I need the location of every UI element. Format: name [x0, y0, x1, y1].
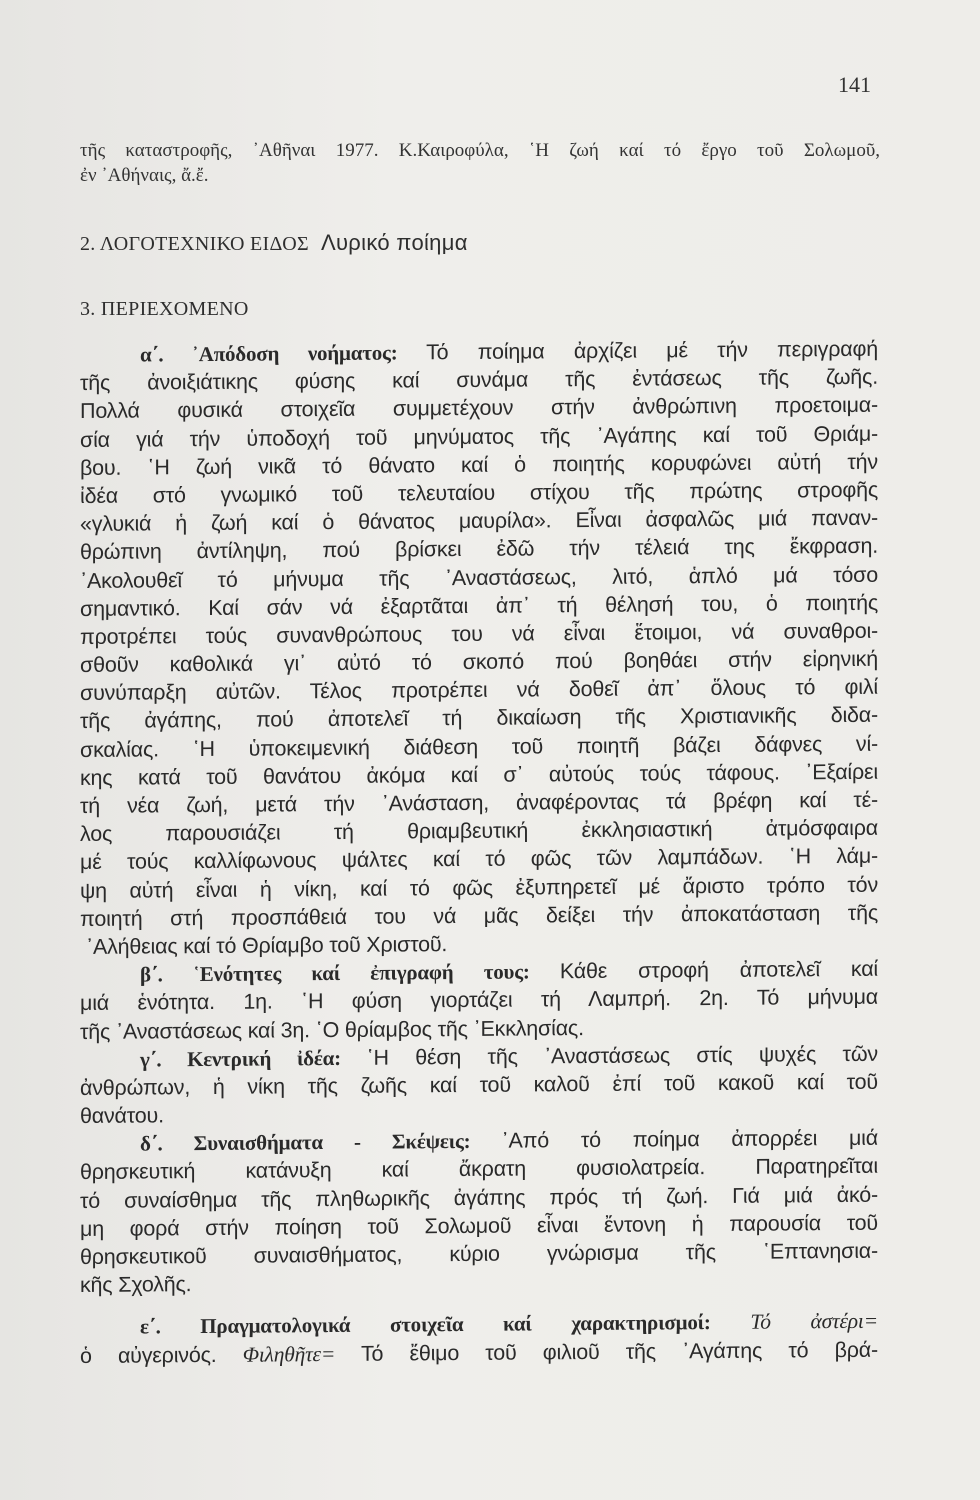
text-run: βου. ῾Η ζωή νικᾶ τό θάνατο καί ὁ ποιητής κορυφώνει αὐτή τήν — [80, 449, 878, 480]
text-run: ἰδέα στό γνωμικό τοῦ τελευταίου στίχου τῆς πρώτης στροφῆς — [80, 477, 878, 508]
text-run: Τό ποίημα ἀρχίζει μέ τήν περιγραφή — [426, 336, 878, 365]
subheading-lead: β΄. ῾Ενότητες καί ἐπιγραφή τους: — [140, 959, 560, 987]
text-run: Τό ἔθιμο τοῦ φιλιοῦ τῆς ᾿Αγάπης τό βρά- — [335, 1337, 878, 1366]
text-run: τῆς ᾿Αναστάσεως καί 3η. ῾Ο θρίαμβος τῆς ᾿Εκκλησίας. — [80, 1015, 584, 1044]
text-run: σημαντικό. Καί σάν νά ἐξαρτᾶται ἀπ᾿ τή θέλησή του, ὁ ποιητής — [80, 590, 878, 621]
text-line — [80, 1335, 878, 1369]
text-run: ἀνθρώπων, ἡ νίκη τῆς ζωῆς καί τοῦ καλοῦ ἐπί τοῦ κακοῦ καί τοῦ — [80, 1069, 878, 1100]
subheading-lead: α΄. ᾿Απόδοση νοήματος: — [140, 340, 427, 367]
text-run: θρώπινη ἀντίληψη, πού βρίσκει ἐδῶ τήν τέλειά της ἔκφραση. — [80, 534, 878, 565]
text-run: μιά ἑνότητα. 1η. ῾Η φύση γιορτάζει τή Λαμπρή. 2η. Τό μήνυμα — [80, 985, 878, 1016]
italic-term: Τό ἀστέρι= — [750, 1309, 878, 1335]
text-run: ποιητή στή προσπάθειά του νά μᾶς δείξει τήν ἀποκατάσταση τῆς — [80, 900, 878, 931]
text-run: ᾿Αλήθειας καί τό Θρίαμβο τοῦ Χριστοῦ. — [86, 932, 448, 959]
text-run: λος παρουσιάζει τή θριαμβευτική ἐκκλησιαστική ἀτμόσφαιρα — [80, 815, 878, 847]
text-run: Πολλά φυσικά στοιχεῖα συμμετέχουν στήν ἀνθρώπινη προετοιμα- — [80, 393, 878, 424]
text-run: ὁ αὐγερινός. — [80, 1342, 243, 1368]
text-run: τῆς ἀνοιξιάτικης φύσης καί συνάμα τῆς ἐντάσεως τῆς ζωῆς. — [80, 364, 878, 396]
text-run: σία γιά τήν ὑποδοχή τοῦ μηνύματος τῆς ᾿Αγάπης καί τοῦ Θριάμ- — [80, 421, 878, 452]
text-line — [80, 1265, 878, 1299]
section-content — [80, 298, 249, 321]
genre-value: Λυρικό ποίημα — [320, 230, 468, 255]
subheading-lead: γ΄. Κεντρική ἰδέα: — [140, 1045, 367, 1072]
text-run: τή νέα ζωή, μετά τήν ᾿Ανάσταση, ἀναφέροντας τά βρέφη καί τέ- — [80, 787, 878, 818]
text-run: προτρέπει τούς συνανθρώπους του νά εἶναι ἕτοιμοι, νά συναθροι- — [80, 618, 878, 649]
text-run: ᾿Ακολουθεῖ τό μήνυμα τῆς ᾿Αναστάσεως, λιτό, ἁπλό μά τόσο — [80, 562, 878, 593]
page-number: 141 — [838, 72, 871, 97]
text-run: συνύπαρξη αὐτῶν. Τέλος προτρέπει νά δοθεῖ ἀπ᾿ ὅλους τό φιλί — [80, 674, 878, 706]
text-run: μη φορά στήν ποίηση τοῦ Σολωμοῦ εἶναι ἔντονη ἡ παρουσία τοῦ — [80, 1210, 878, 1241]
section-heading: 2. ΛΟΓΟΤΕΧΝΙΚΟ ΕΙΔΟΣ — [80, 233, 309, 255]
text-run: θρησκευτικοῦ συναισθήματος, κύριο γνώρισμα τῆς ῾Επτανησια- — [80, 1238, 878, 1269]
reference-line: ἐν ᾿Αθήναις, ἄ.ἔ. — [80, 165, 209, 186]
text-run: μέ τούς καλλίφωνους ψάλτες καί τό φῶς τῶν λαμπάδων. ῾Η λάμ- — [80, 844, 878, 875]
text-run: ᾿Από τό ποίημα ἀπορρέει μιά — [501, 1125, 878, 1153]
text-run: θανάτου. — [80, 1103, 164, 1129]
text-run: σκαλίας. ῾Η ὑποκειμενική διάθεση τοῦ ποιητῆ βάζει δάφνες νί- — [80, 731, 878, 762]
text-run: τῆς ἀγάπης, πού ἀποτελεῖ τή δικαίωση τῆς Χριστιανικῆς διδα- — [80, 703, 878, 734]
text-run: τό συναίσθημα τῆς πληθωρικῆς ἀγάπης πρός τή ζωή. Γιά μιά ἀκό- — [80, 1182, 878, 1213]
section-heading: 3. ΠΕΡΙΕΧΟΜΕΝΟ — [80, 298, 249, 320]
section-genre — [80, 230, 468, 256]
reference-line: τῆς καταστροφῆς, ᾿Αθῆναι 1977. Κ.Καιροφύλα, ῾Η ζωή καί τό ἔργο τοῦ Σολωμοῦ, — [80, 140, 880, 161]
text-run: «γλυκιά ἡ ζωή καί ὁ θάνατος μαυρίλα». Εἶναι ἀσφαλῶς μιά παναν- — [80, 505, 878, 537]
body-text — [80, 335, 878, 1370]
text-run: σθοῦν καθολικά γι᾿ αὐτό τό σκοπό πού βοηθάει στήν εἰρηνική — [80, 646, 878, 678]
text-run: ψη αὐτή εἶναι ἡ νίκη, καί τό φῶς ἐξυπηρετεῖ μέ ἄριστο τρόπο τόν — [80, 872, 878, 903]
text-run: Κάθε στροφή ἀποτελεῖ καί — [559, 956, 878, 984]
bibliography-reference — [80, 138, 880, 188]
text-run: θρησκευτική κατάνυξη καί ἄκρατη φυσιολατρεία. Παρατηρεῖται — [80, 1154, 878, 1185]
text-run: κης κατά τοῦ θανάτου ἀκόμα καί σ᾿ αὐτούς τούς τάφους. ᾿Εξαίρει — [80, 759, 878, 790]
subheading-lead: δ΄. Συναισθήματα - Σκέψεις: — [140, 1128, 502, 1156]
text-run: κῆς Σχολῆς. — [80, 1272, 192, 1298]
subheading-lead: ε΄. Πραγματολογικά στοιχεῖα καί χαρακτηρισμοί: — [140, 1310, 751, 1339]
italic-term: Φιληθῆτε= — [242, 1341, 336, 1367]
text-run: ῾Η θέση τῆς ᾿Αναστάσεως στίς ψυχές τῶν — [366, 1041, 878, 1070]
